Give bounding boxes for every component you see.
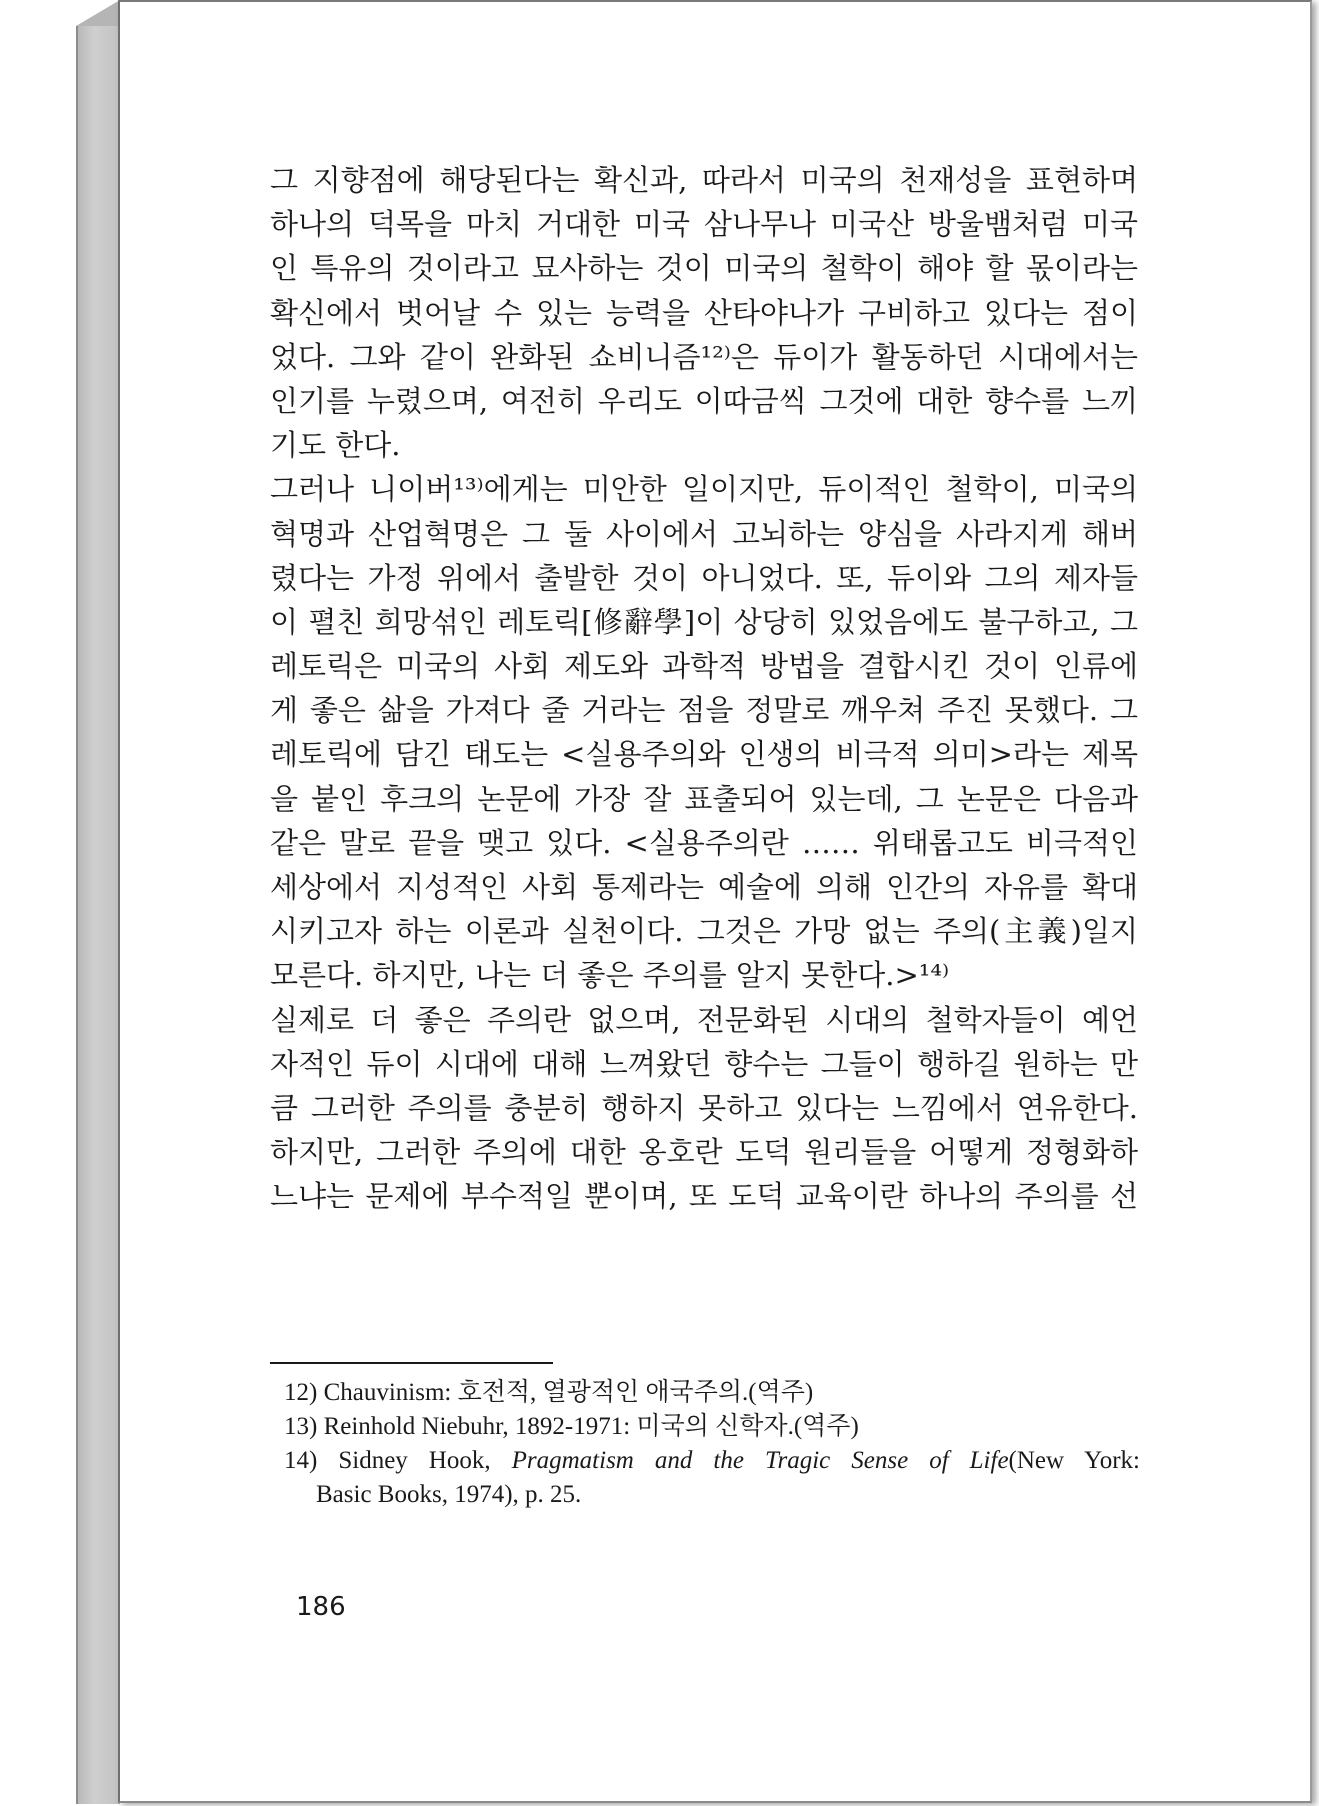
body-line: 게 좋은 삶을 가져다 줄 거라는 점을 정말로 깨우쳐 주진 못했다. 그 [270,693,1138,728]
body-line: 느냐는 문제에 부수적일 뿐이며, 또 도덕 교육이란 하나의 주의를 선 [270,1179,1138,1214]
body-line: 그 지향점에 해당된다는 확신과, 따라서 미국의 천재성을 표현하며 [270,163,1138,197]
footnotes [284,1376,1140,1512]
footnote-14-suffix: (New York: [1008,1447,1140,1474]
body-line: 이 펼친 희망섞인 레토릭[修辭學]이 상당히 있었음에도 불구하고, 그 [270,604,1138,639]
book-spine-top [76,0,120,26]
body-text [270,158,1138,1219]
body-line: 인 특유의 것이라고 묘사하는 것이 미국의 철학이 해야 할 몫이라는 [270,251,1138,286]
body-line: 을 붙인 후크의 논문에 가장 잘 표출되어 있는데, 그 논문은 다음과 [270,781,1138,816]
body-line: 인기를 누렸으며, 여전히 우리도 이따금씩 그것에 대한 향수를 느끼 [270,383,1138,418]
body-line: 모른다. 하지만, 나는 더 좋은 주의를 알지 못한다.>¹⁴⁾ [270,958,950,993]
body-line: 기도 한다. [270,428,401,463]
page-number: 186 [296,1592,346,1622]
body-line: 레토릭에 담긴 태도는 <실용주의와 인생의 비극적 의미>라는 제목 [270,737,1138,772]
footnote-12: 12) Chauvinism: 호전적, 열광적인 애국주의.(역주) [284,1379,814,1406]
body-line: 렸다는 가정 위에서 출발한 것이 아니었다. 또, 듀이와 그의 제자들 [270,560,1138,595]
body-line: 세상에서 지성적인 사회 통제라는 예술에 의해 인간의 자유를 확대 [270,870,1138,904]
footnote-divider [270,1362,553,1364]
body-line: 실제로 더 좋은 주의란 없으며, 전문화된 시대의 철학자들이 예언 [270,1002,1138,1037]
body-line: 큼 그러한 주의를 충분히 행하지 못하고 있다는 느낌에서 연유한다. [270,1090,1138,1125]
body-line: 하지만, 그러한 주의에 대한 옹호란 도덕 원리들을 어떻게 정형화하 [270,1135,1138,1170]
footnote-13: 13) Reinhold Niebuhr, 1892-1971: 미국의 신학자.(역주) [284,1413,859,1440]
body-line: 자적인 듀이 시대에 대해 느껴왔던 향수는 그들이 행하길 원하는 만 [270,1046,1138,1081]
body-line: 확신에서 벗어날 수 있는 능력을 산타야나가 구비하고 있다는 점이 [270,295,1138,330]
body-line: 그러나 니이버¹³⁾에게는 미안한 일이지만, 듀이적인 철학이, 미국의 [270,472,1138,507]
body-line: 하나의 덕목을 마치 거대한 미국 삼나무나 미국산 방울뱀처럼 미국 [270,207,1138,242]
body-line: 혁명과 산업혁명은 그 둘 사이에서 고뇌하는 양심을 사라지게 해버 [270,516,1138,551]
body-line: 었다. 그와 같이 완화된 쇼비니즘¹²⁾은 듀이가 활동하던 시대에서는 [270,339,1138,374]
footnote-14-title: Pragmatism and the Tragic Sense of Life [511,1447,1009,1474]
body-line: 레토릭은 미국의 사회 제도와 과학적 방법을 결합시킨 것이 인류에 [270,649,1138,684]
body-line: 시키고자 하는 이론과 실천이다. 그것은 가망 없는 주의(主義)일지 [270,914,1138,949]
body-line: 같은 말로 끝을 맺고 있다. <실용주의란 …… 위태롭고도 비극적인 [270,825,1138,860]
footnote-14-continuation: Basic Books, 1974), p. 25. [316,1481,582,1508]
book-spine [76,26,120,1804]
footnote-14 [284,1444,1140,1478]
footnote-14-prefix: 14) Sidney Hook, [284,1447,512,1474]
